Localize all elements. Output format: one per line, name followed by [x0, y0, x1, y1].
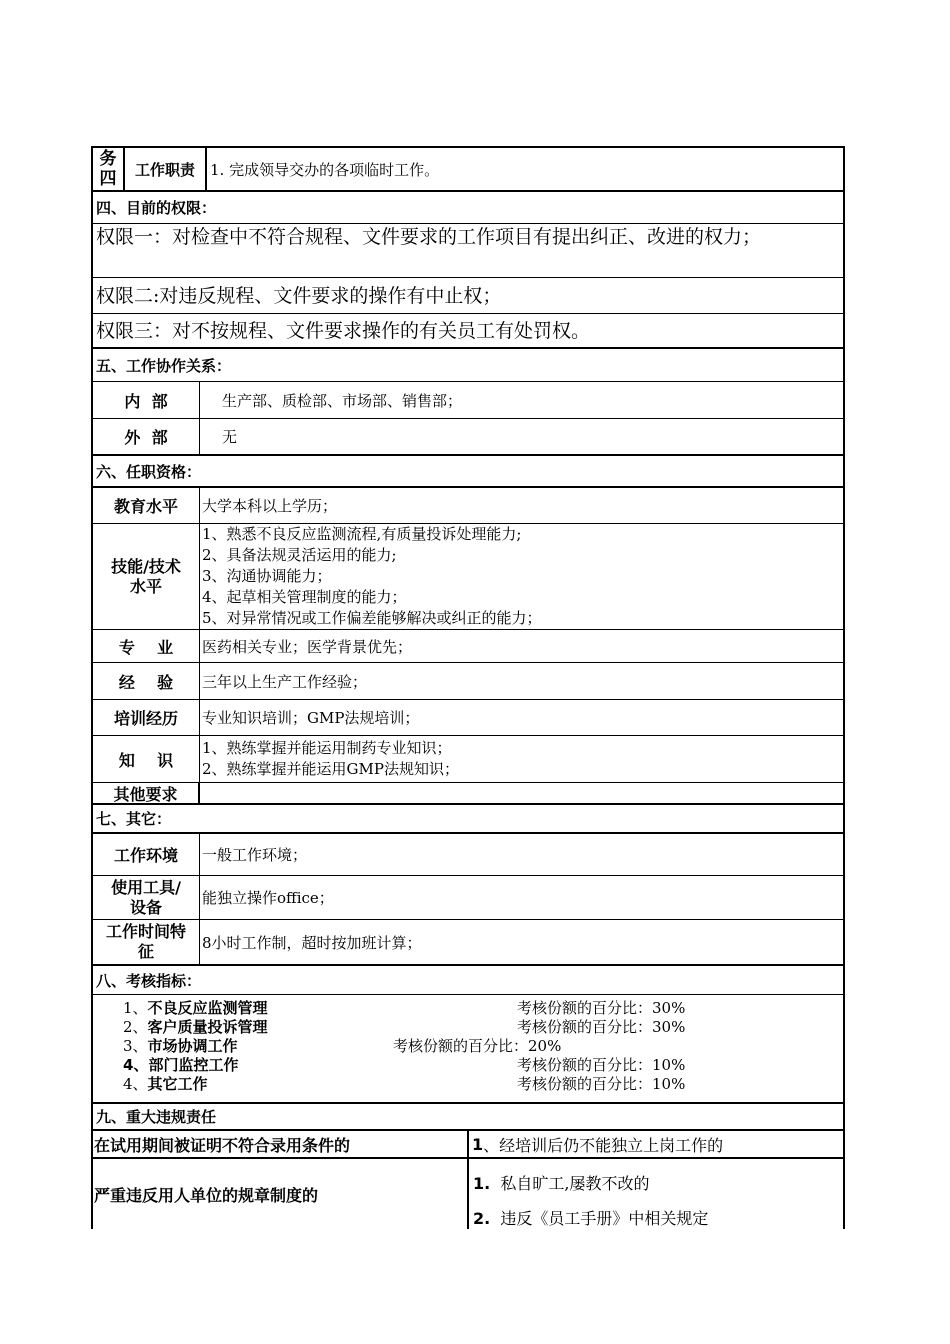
knowledge-row [91, 736, 845, 783]
kpi-name: 不良反应监测管理 [147, 999, 268, 1017]
kpi-share-3: 考核份额的百分比：20% [393, 1037, 562, 1055]
work-time-row [91, 920, 845, 966]
tools-label-line-2: 设备 [129, 897, 162, 917]
kpi-item-1 [123, 999, 268, 1018]
authority-section-header [91, 192, 845, 224]
duty-label: 工作职责 [125, 148, 207, 190]
kpi-name: 客户质量投诉管理 [147, 1018, 268, 1036]
list-item-number: 1. [473, 1174, 491, 1193]
training-row [91, 700, 845, 736]
cooperation-section-header [91, 349, 845, 382]
kpi-body [91, 995, 845, 1104]
probation-item-number: 1 [472, 1134, 484, 1154]
knowledge-list [200, 736, 843, 782]
list-item: 3、沟通协调能力； [202, 567, 332, 585]
tools-row [91, 876, 845, 920]
serious-violation-row [91, 1159, 845, 1229]
skill-label-line-1: 技能/技术 [111, 556, 181, 576]
other-requirement-row [91, 783, 845, 805]
major-value: 医药相关专业；医学背景优先； [202, 637, 413, 656]
authority-item-1-row [91, 224, 845, 278]
major-label: 专 业 [93, 630, 200, 662]
experience-label: 经 验 [93, 663, 200, 699]
kpi-title: 八、考核指标： [96, 971, 202, 990]
experience-row [91, 663, 845, 700]
authority-item-3: 权限三：对不按规程、文件要求操作的有关员工有处罚权。 [96, 319, 591, 342]
other-requirement-value [200, 783, 843, 803]
work-time-label [93, 920, 200, 964]
tools-label-line-1: 使用工具/ [111, 877, 181, 897]
other-title: 七、其它： [96, 810, 172, 828]
probation-item [469, 1131, 843, 1157]
list-item: 1、熟练掌握并能运用制药专业知识； [202, 739, 452, 757]
other-section-header [91, 805, 845, 834]
education-row [91, 488, 845, 524]
duty-row [91, 146, 845, 192]
training-value: 专业知识培训；GMP法规培训； [202, 709, 420, 727]
skill-label [93, 524, 200, 629]
work-time-label-line-2: 征 [137, 942, 154, 961]
qualification-title: 六、任职资格： [96, 462, 202, 481]
tools-label [93, 876, 200, 919]
list-item [473, 1206, 708, 1229]
experience-value: 三年以上生产工作经验； [202, 672, 368, 691]
skill-list [200, 524, 843, 629]
kpi-share-5: 考核份额的百分比：10% [517, 1075, 686, 1093]
education-value: 大学本科以上学历； [202, 497, 338, 515]
major-row [91, 630, 845, 663]
cooperation-external-row [91, 419, 845, 456]
duty-column-label-top: 务 [99, 149, 117, 169]
external-label: 外 部 [93, 419, 200, 454]
work-time-label-line-1: 工作时间特 [105, 922, 186, 941]
skill-row [91, 524, 845, 630]
probation-label: 在试用期间被证明不符合录用条件的 [93, 1131, 469, 1157]
environment-value: 一般工作环境； [202, 846, 308, 864]
authority-title: 四、目前的权限： [96, 199, 217, 217]
environment-label: 工作环境 [93, 834, 200, 875]
external-value: 无 [222, 428, 238, 446]
knowledge-label: 知 识 [93, 736, 200, 782]
kpi-item-2 [123, 1018, 268, 1037]
violation-title: 九、重大违规责任 [96, 1108, 217, 1126]
serious-violation-list [469, 1159, 843, 1229]
kpi-share-4: 考核份额的百分比：10% [517, 1056, 686, 1074]
probation-row [91, 1131, 845, 1159]
kpi-share-2: 考核份额的百分比：30% [517, 1018, 686, 1036]
kpi-number: 2、 [123, 1018, 148, 1036]
list-item: 5、对异常情况或工作偏差能够解决或纠正的能力； [202, 609, 542, 627]
kpi-number: 3、 [123, 1037, 148, 1055]
authority-item-1: 权限一：对检查中不符合规程、文件要求的工作项目有提出纠正、改进的权力； [96, 226, 762, 248]
list-item-text: 违反《员工手册》中相关规定 [500, 1209, 709, 1228]
cooperation-internal-row [91, 382, 845, 419]
authority-item-2-row [91, 278, 845, 314]
authority-item-3-row [91, 314, 845, 349]
kpi-name: 其它工作 [147, 1075, 208, 1093]
violation-section-header [91, 1104, 845, 1131]
skill-label-line-2: 水平 [129, 576, 162, 596]
kpi-number: 4、 [123, 1056, 149, 1074]
kpi-section-header [91, 966, 845, 995]
qualification-section-header [91, 456, 845, 488]
kpi-share-1: 考核份额的百分比：30% [517, 999, 686, 1017]
duty-text: 1. 完成领导交办的各项临时工作。 [210, 160, 440, 179]
cooperation-title: 五、工作协作关系： [96, 356, 232, 375]
list-item-text: 私自旷工,屡教不改的 [500, 1174, 650, 1193]
kpi-item-4 [123, 1056, 238, 1075]
internal-label: 内 部 [93, 382, 200, 418]
tools-value: 能独立操作office； [202, 889, 334, 907]
serious-violation-label: 严重违反用人单位的规章制度的 [93, 1159, 469, 1229]
kpi-number: 4、 [123, 1075, 148, 1093]
list-item: 4、起草相关管理制度的能力； [202, 588, 407, 606]
kpi-item-3 [123, 1037, 238, 1056]
environment-row [91, 834, 845, 876]
education-label: 教育水平 [93, 488, 200, 523]
duty-column-label-bottom: 四 [99, 169, 117, 189]
probation-item-text: 、经培训后仍不能独立上岗工作的 [483, 1135, 724, 1155]
list-item: 2、熟练掌握并能运用GMP法规知识； [202, 760, 459, 778]
list-item: 1、熟悉不良反应监测流程,有质量投诉处理能力; [202, 525, 522, 543]
kpi-name: 部门监控工作 [148, 1056, 239, 1074]
list-item [473, 1171, 649, 1194]
training-label: 培训经历 [93, 700, 200, 735]
kpi-name: 市场协调工作 [147, 1037, 238, 1055]
work-time-value: 8小时工作制，超时按加班计算； [202, 933, 422, 952]
list-item: 2、具备法规灵活运用的能力; [202, 546, 397, 564]
other-requirement-label: 其他要求 [93, 783, 200, 803]
kpi-item-5 [123, 1075, 208, 1094]
authority-item-2: 权限二:对违反规程、文件要求的操作有中止权； [96, 284, 502, 307]
internal-value: 生产部、质检部、市场部、销售部； [222, 391, 463, 410]
kpi-number: 1、 [123, 999, 148, 1017]
duty-column-label [93, 148, 125, 190]
job-description-table [91, 146, 845, 1229]
list-item-number: 2. [473, 1209, 491, 1228]
